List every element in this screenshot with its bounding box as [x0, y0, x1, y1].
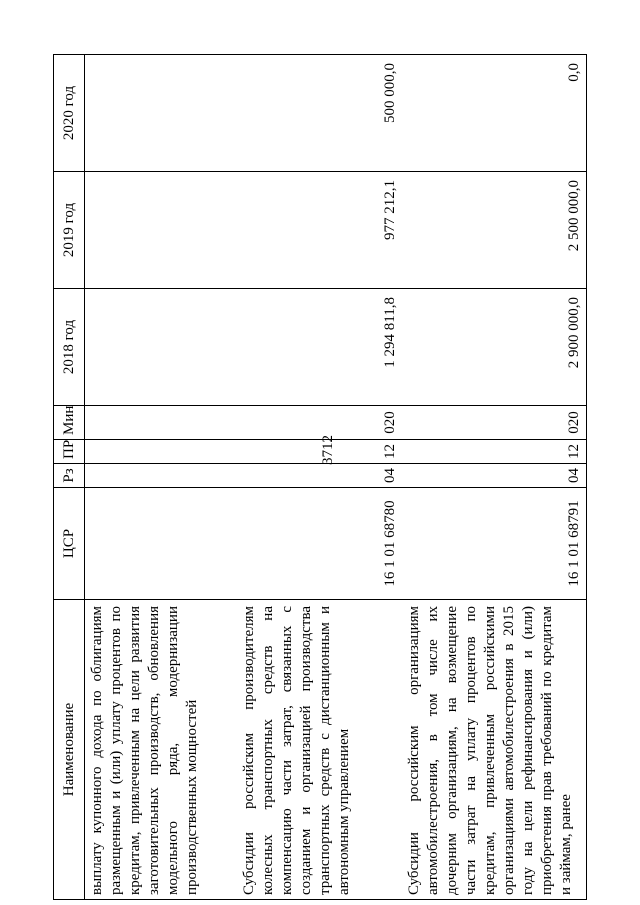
row-csr [85, 488, 237, 600]
header-rz: Рз [54, 464, 85, 488]
row-2020: 0,0 [402, 55, 587, 172]
row-2019: 2 500 000,0 [402, 172, 587, 289]
row-2018: 1 294 811,8 [237, 289, 402, 406]
header-row [54, 55, 85, 900]
row-min: 020 [402, 406, 587, 440]
row-name: выплату купонного дохода по облигациям размещенным и (или) уплату процентов по кредитам, привлеченным на цели развития заготовительных производств, обновления модельного ряда, модернизации производственных мощностей [85, 600, 237, 900]
header-2019: 2019 год [54, 172, 85, 289]
header-name: Наименование [54, 600, 85, 900]
row-2019: 977 212,1 [237, 172, 402, 289]
row-2018 [85, 289, 237, 406]
row-min [85, 406, 237, 440]
row-name: Субсидии российским производителям колесных транспортных средств на компенсацию части затрат, связанных с созданием и организацией производства транспортных средств с дистанционным и автономным управлением [237, 600, 402, 900]
row-pr [85, 440, 237, 464]
row-pr: 12 [237, 440, 402, 464]
row-pr: 12 [402, 440, 587, 464]
row-2019 [85, 172, 237, 289]
rotated-page [53, 55, 588, 900]
header-min: Мин [54, 406, 85, 440]
row-csr: 16 1 01 68791 [402, 488, 587, 600]
row-rz [85, 464, 237, 488]
row-2018: 2 900 000,0 [402, 289, 587, 406]
row-2020 [85, 55, 237, 172]
page-number: 3712 [320, 435, 336, 465]
row-min: 020 [237, 406, 402, 440]
header-csr: ЦСР [54, 488, 85, 600]
header-2020: 2020 год [54, 55, 85, 172]
table-row [237, 55, 402, 900]
row-name: Субсидии российским организациям автомобилестроения, в том числе их дочерним организациям, на возмещение части затрат на уплату процентов по кредитам, привлеченным российскими организациями автомобилестроения в 2015 году на цели рефинансирования и (или) приобретения прав требований по кредитам и займам, ранее [402, 600, 587, 900]
row-rz: 04 [237, 464, 402, 488]
row-csr: 16 1 01 68780 [237, 488, 402, 600]
row-rz: 04 [402, 464, 587, 488]
budget-table [53, 54, 587, 900]
table-row [85, 55, 237, 900]
header-pr: ПР [54, 440, 85, 464]
header-2018: 2018 год [54, 289, 85, 406]
row-2020: 500 000,0 [237, 55, 402, 172]
table-row [402, 55, 587, 900]
